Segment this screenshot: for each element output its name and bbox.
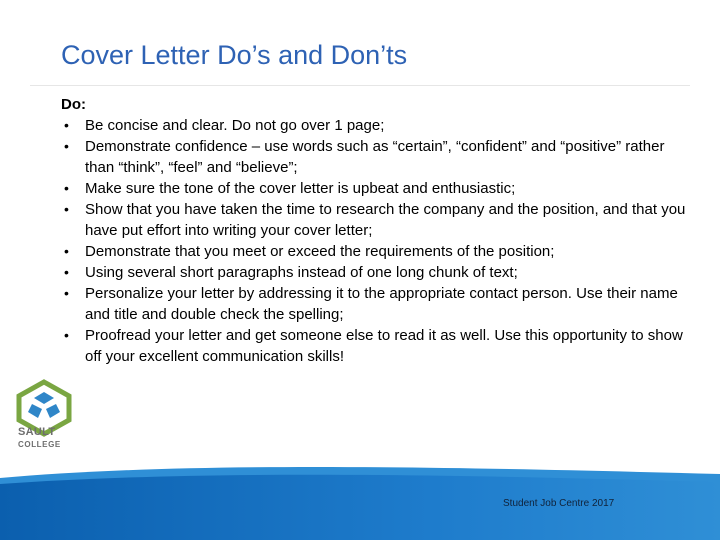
list-item-text: Demonstrate that you meet or exceed the requirements of the position;: [85, 243, 555, 260]
list-item-text: Using several short paragraphs instead of one long chunk of text;: [85, 264, 518, 281]
do-list: [61, 115, 691, 367]
bullet-icon: •: [64, 201, 69, 217]
logo-name: SAULT: [18, 426, 56, 438]
list-item: [61, 136, 691, 178]
list-item: [61, 115, 691, 136]
bullet-icon: •: [64, 285, 69, 301]
list-item-text: Be concise and clear. Do not go over 1 page;: [85, 117, 385, 134]
bullet-icon: •: [64, 117, 69, 133]
list-item-text: Demonstrate confidence – use words such as “certain”, “confident” and “positive” rather than “think”, “feel” and “believe”;: [85, 138, 665, 176]
list-item: [61, 178, 691, 199]
list-item-text: Make sure the tone of the cover letter is upbeat and enthusiastic;: [85, 180, 516, 197]
do-heading: Do:: [61, 96, 86, 113]
list-item-text: Proofread your letter and get someone else to read it as well. Use this opportunity to show off your excellent communication skills!: [85, 327, 683, 365]
bullet-icon: •: [64, 243, 69, 259]
slide-title: Cover Letter Do’s and Don’ts: [61, 40, 408, 70]
list-item: [61, 199, 691, 241]
title-divider: [30, 85, 690, 86]
list-item: [61, 241, 691, 262]
footer-text: Student Job Centre 2017: [503, 498, 615, 509]
slide-body: [61, 94, 691, 367]
bullet-icon: •: [64, 138, 69, 154]
list-item-text: Show that you have taken the time to research the company and the position, and that you have put effort into writing your cover letter;: [85, 201, 686, 239]
logo-subname: COLLEGE: [18, 440, 61, 449]
list-item-text: Personalize your letter by addressing it to the appropriate contact person. Use their name and title and double check the spelling;: [85, 285, 678, 323]
list-item: [61, 262, 691, 283]
bullet-icon: •: [64, 327, 69, 343]
bullet-icon: •: [64, 180, 69, 196]
list-item: [61, 325, 691, 367]
bullet-icon: •: [64, 264, 69, 280]
list-item: [61, 283, 691, 325]
